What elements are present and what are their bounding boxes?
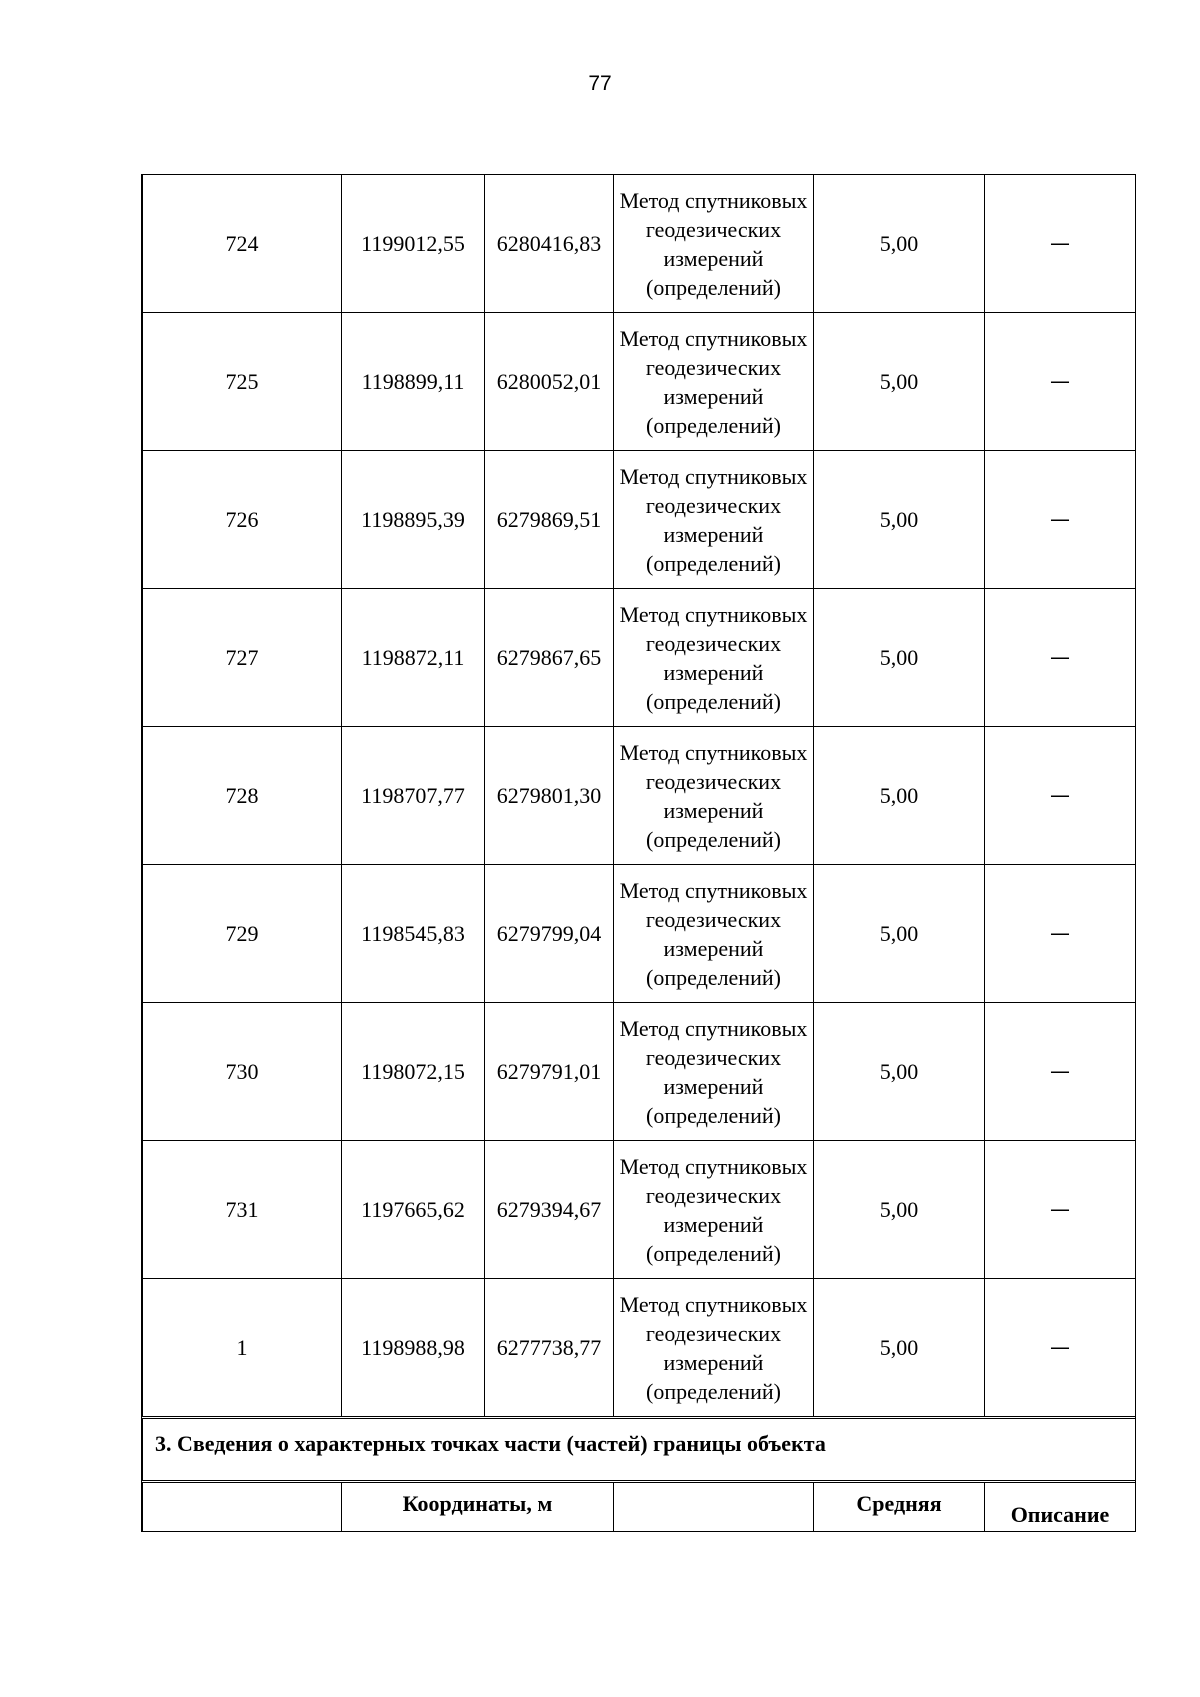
method-line: (определений) <box>646 550 781 576</box>
method-line: геодезических <box>645 630 782 656</box>
method-line: Метод спутниковых <box>619 601 808 627</box>
point-cell: 730 <box>143 1003 342 1141</box>
method-line: (определений) <box>646 1240 781 1266</box>
method-line: Метод спутниковых <box>619 1153 808 1179</box>
point-cell: 731 <box>143 1141 342 1279</box>
method-line: геодезических <box>645 768 782 794</box>
y-coordinate-cell: 6279394,67 <box>485 1141 614 1279</box>
method-line: (определений) <box>646 964 781 990</box>
point-cell: 724 <box>143 175 342 313</box>
method-cell <box>614 175 814 313</box>
method-cell <box>614 865 814 1003</box>
x-coordinate-cell: 1198545,83 <box>342 865 485 1003</box>
section-title: 3. Сведения о характерных точках части (частей) границы объекта <box>143 1418 1136 1482</box>
description-cell: — <box>985 1141 1136 1279</box>
header-coordinates: Координаты, м <box>342 1482 614 1532</box>
x-coordinate-cell: 1198988,98 <box>342 1279 485 1418</box>
accuracy-cell: 5,00 <box>814 175 985 313</box>
method-line: измерений <box>663 1073 764 1099</box>
method-line: геодезических <box>645 1044 782 1070</box>
y-coordinate-cell: 6279791,01 <box>485 1003 614 1141</box>
section-title-row <box>143 1418 1136 1482</box>
point-cell: 727 <box>143 589 342 727</box>
accuracy-cell: 5,00 <box>814 451 985 589</box>
description-cell: — <box>985 589 1136 727</box>
method-cell <box>614 589 814 727</box>
method-line: измерений <box>663 935 764 961</box>
accuracy-cell: 5,00 <box>814 727 985 865</box>
accuracy-cell: 5,00 <box>814 1279 985 1418</box>
method-line: (определений) <box>646 1102 781 1128</box>
accuracy-cell: 5,00 <box>814 1141 985 1279</box>
y-coordinate-cell: 6280416,83 <box>485 175 614 313</box>
table-row <box>143 313 1136 451</box>
point-cell: 726 <box>143 451 342 589</box>
header-description: Описание <box>985 1482 1136 1532</box>
description-cell: — <box>985 451 1136 589</box>
table-row <box>143 451 1136 589</box>
method-line: измерений <box>663 659 764 685</box>
x-coordinate-cell: 1198872,11 <box>342 589 485 727</box>
y-coordinate-cell: 6279801,30 <box>485 727 614 865</box>
method-cell <box>614 1279 814 1418</box>
method-line: (определений) <box>646 826 781 852</box>
method-line: (определений) <box>646 1378 781 1404</box>
method-line: геодезических <box>645 354 782 380</box>
method-cell <box>614 727 814 865</box>
accuracy-cell: 5,00 <box>814 589 985 727</box>
accuracy-cell: 5,00 <box>814 865 985 1003</box>
page-number: 77 <box>588 72 612 95</box>
x-coordinate-cell: 1199012,55 <box>342 175 485 313</box>
method-line: Метод спутниковых <box>619 739 808 765</box>
method-line: Метод спутниковых <box>619 1015 808 1041</box>
x-coordinate-cell: 1198707,77 <box>342 727 485 865</box>
description-cell: — <box>985 1279 1136 1418</box>
method-line: измерений <box>663 521 764 547</box>
table-row <box>143 727 1136 865</box>
method-line: (определений) <box>646 412 781 438</box>
table-row <box>143 1141 1136 1279</box>
method-line: измерений <box>663 383 764 409</box>
coordinates-table <box>142 174 1136 1532</box>
method-line: Метод спутниковых <box>619 463 808 489</box>
method-line: (определений) <box>646 688 781 714</box>
y-coordinate-cell: 6280052,01 <box>485 313 614 451</box>
coordinates-table-container <box>141 174 1136 1532</box>
table-row <box>143 865 1136 1003</box>
method-line: геодезических <box>645 216 782 242</box>
point-cell: 728 <box>143 727 342 865</box>
point-cell: 725 <box>143 313 342 451</box>
method-line: измерений <box>663 1349 764 1375</box>
method-cell <box>614 313 814 451</box>
method-line: геодезических <box>645 492 782 518</box>
method-cell <box>614 1141 814 1279</box>
point-cell: 1 <box>143 1279 342 1418</box>
method-line: геодезических <box>645 1320 782 1346</box>
method-line: геодезических <box>645 906 782 932</box>
x-coordinate-cell: 1198899,11 <box>342 313 485 451</box>
header-method-cell <box>614 1482 814 1532</box>
method-line: Метод спутниковых <box>619 1291 808 1317</box>
table-row <box>143 1279 1136 1418</box>
description-cell: — <box>985 727 1136 865</box>
header-point-cell <box>143 1482 342 1532</box>
table-body <box>143 175 1136 1418</box>
description-cell: — <box>985 1003 1136 1141</box>
method-cell <box>614 1003 814 1141</box>
x-coordinate-cell: 1197665,62 <box>342 1141 485 1279</box>
method-line: измерений <box>663 1211 764 1237</box>
description-cell: — <box>985 865 1136 1003</box>
point-cell: 729 <box>143 865 342 1003</box>
y-coordinate-cell: 6279869,51 <box>485 451 614 589</box>
section-header-row <box>143 1482 1136 1532</box>
method-line: Метод спутниковых <box>619 325 808 351</box>
x-coordinate-cell: 1198895,39 <box>342 451 485 589</box>
y-coordinate-cell: 6277738,77 <box>485 1279 614 1418</box>
method-line: Метод спутниковых <box>619 187 808 213</box>
accuracy-cell: 5,00 <box>814 313 985 451</box>
method-cell <box>614 451 814 589</box>
method-line: измерений <box>663 245 764 271</box>
method-line: (определений) <box>646 274 781 300</box>
table-row <box>143 1003 1136 1141</box>
description-cell: — <box>985 175 1136 313</box>
header-accuracy: Средняя <box>814 1482 985 1532</box>
method-line: геодезических <box>645 1182 782 1208</box>
y-coordinate-cell: 6279799,04 <box>485 865 614 1003</box>
y-coordinate-cell: 6279867,65 <box>485 589 614 727</box>
table-row <box>143 589 1136 727</box>
accuracy-cell: 5,00 <box>814 1003 985 1141</box>
description-cell: — <box>985 313 1136 451</box>
table-row <box>143 175 1136 313</box>
method-line: измерений <box>663 797 764 823</box>
method-line: Метод спутниковых <box>619 877 808 903</box>
x-coordinate-cell: 1198072,15 <box>342 1003 485 1141</box>
